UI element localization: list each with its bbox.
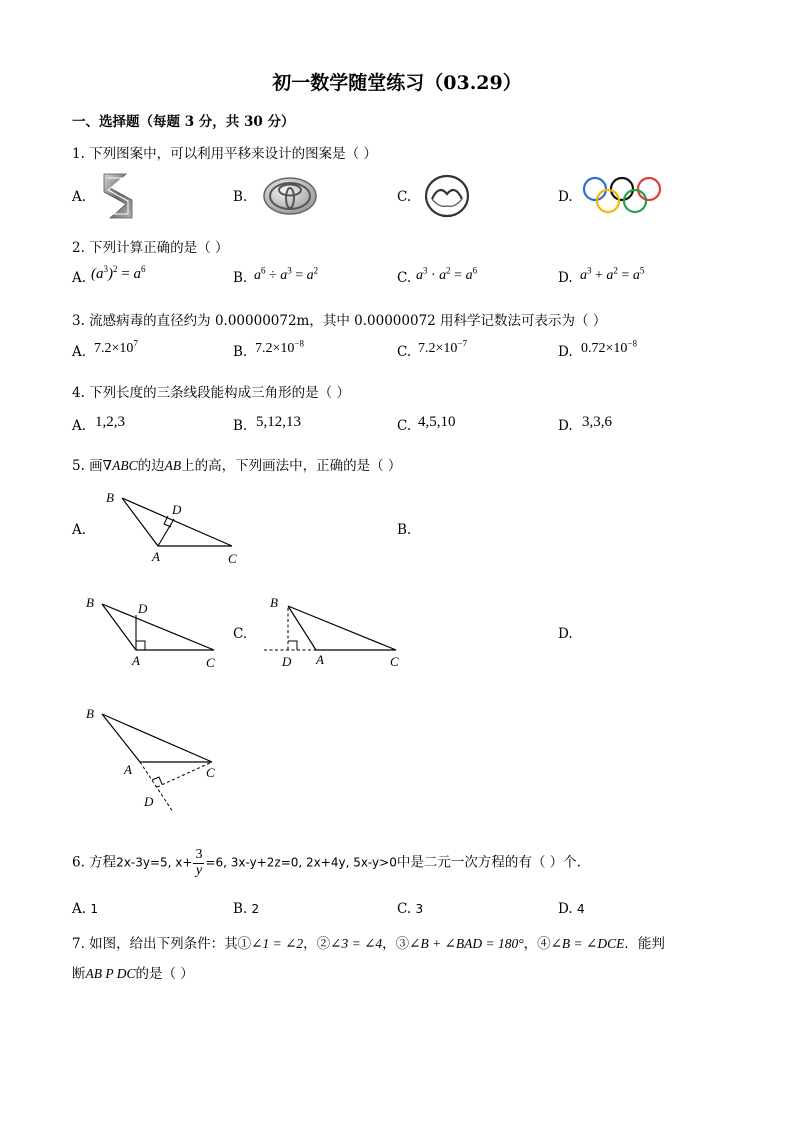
q2-option-d-formula: $a^3 + a^2 = a^5$ [580,265,645,283]
q2-option-b-label: B. [233,270,248,286]
q5-figure-c [262,592,412,672]
q4-option-a-label: A. [72,418,87,434]
question-2-stem: 2. 下列计算正确的是（ ） [72,240,229,256]
q1-option-c-label: C. [397,189,412,205]
q5-fig-d-point-b: B [86,706,94,721]
q1-option-a-label: A. [72,189,87,205]
q4-option-c-value: 4,5,10 [418,414,456,430]
question-5-stem: 5. 画∇ABC的边AB上的高，下列画法中，正确的是（ ） [72,458,402,474]
question-3-stem: 3. 流感病毒的直径约为 0.00000072m，其中 0.00000072 用科学记数法可表示为（ ） [72,313,607,329]
q5-option-b-label: B. [397,522,412,538]
q3-option-c-label: C. [397,344,412,360]
q5-fig-d-point-a: A [124,762,132,777]
olympic-rings-icon [582,176,664,220]
q5-figure-a [100,488,250,570]
q5-option-c-label: C. [233,626,248,642]
q5-fig-c-point-c: C [390,654,399,669]
q5-fig-a-point-a: A [152,549,160,564]
q2-option-c-formula: $a^3 \cdot a^2 = a^6$ [416,265,478,283]
q4-option-c-label: C. [397,418,412,434]
q3-option-d-label: D. [558,344,573,360]
q5-fig-b-point-b: B [86,595,94,610]
q4-option-b-value: 5,12,13 [256,414,301,430]
q5-option-a-label: A. [72,522,87,538]
q6-fraction: $\frac{3}{y}$ [195,847,203,878]
q2-option-a-label: A. [72,270,87,286]
question-4-stem: 4. 下列长度的三条线段能构成三角形的是（ ） [72,385,350,401]
toyota-logo-icon [262,176,318,220]
q5-figure-b [82,592,232,672]
q5-fig-a-point-b: B [106,490,114,505]
q4-option-b-label: B. [233,418,248,434]
q2-option-c-label: C. [397,270,412,286]
q5-fig-b-point-c: C [206,655,215,670]
q5-fig-b-point-d: D [138,601,148,616]
q5-figure-d [82,702,232,817]
q6-option-d: D. 4 [558,901,585,917]
q5-option-d-label: D. [558,626,573,642]
q5-fig-c-point-d: D [282,654,292,669]
q5-fig-b-point-a: A [132,653,140,668]
q5-fig-d-point-d: D [144,794,154,809]
q3-option-b-value: $7.2\times 10^{-8}$ [255,338,304,356]
suzuki-logo-icon [96,170,140,226]
q6-option-a: A. 1 [72,901,98,917]
q5-fig-a-point-c: C [228,551,237,566]
q2-option-a-formula: $(a^3)^2 = a^6$ [91,264,146,282]
section-heading: 一、选择题（每题 3 分，共 30 分） [72,114,295,130]
q1-option-d-label: D. [558,189,573,205]
q3-option-a-label: A. [72,344,87,360]
q1-option-b-label: B. [233,189,248,205]
question-7-stem-line-2: 断AB P DC的是（ ） [72,966,194,982]
question-7-stem-line-1: 7. 如图，给出下列条件：其①∠1 = ∠2，②∠3 = ∠4，③∠B + ∠BAD = 180°，④∠B = ∠DCE．能判 [72,936,665,952]
q3-option-b-label: B. [233,344,248,360]
q5-fig-c-point-a: A [316,652,324,667]
q2-option-b-formula: $a^6 \div a^3 = a^2$ [254,265,319,283]
q6-option-b: B. 2 [233,901,260,917]
q5-fig-a-point-d: D [172,502,182,517]
q3-option-d-value: $0.72\times 10^{-8}$ [581,338,637,356]
q2-option-d-label: D. [558,270,573,286]
q4-option-d-value: 3,3,6 [582,414,612,430]
q4-option-a-value: 1,2,3 [95,414,125,430]
q6-option-c: C. 3 [397,901,424,917]
page-title: 初一数学随堂练习（03.29） [272,72,522,94]
mazda-logo-icon [424,174,470,222]
q5-fig-d-point-c: C [206,765,215,780]
q3-option-a-value: $7.2\times 10^7$ [94,338,138,356]
q4-option-d-label: D. [558,418,573,434]
question-6-stem: 6. 方程2x-3y=5, x+ $\frac{3}{y}$ =6, 3x-y+2z=0, 2x+4y, 5x-y>0中是二元一次方程的有（ ）个. [72,847,581,878]
question-1-stem: 1. 下列图案中，可以利用平移来设计的图案是（ ） [72,146,377,162]
q5-fig-c-point-b: B [270,595,278,610]
q3-option-c-value: $7.2\times 10^{-7}$ [418,338,467,356]
